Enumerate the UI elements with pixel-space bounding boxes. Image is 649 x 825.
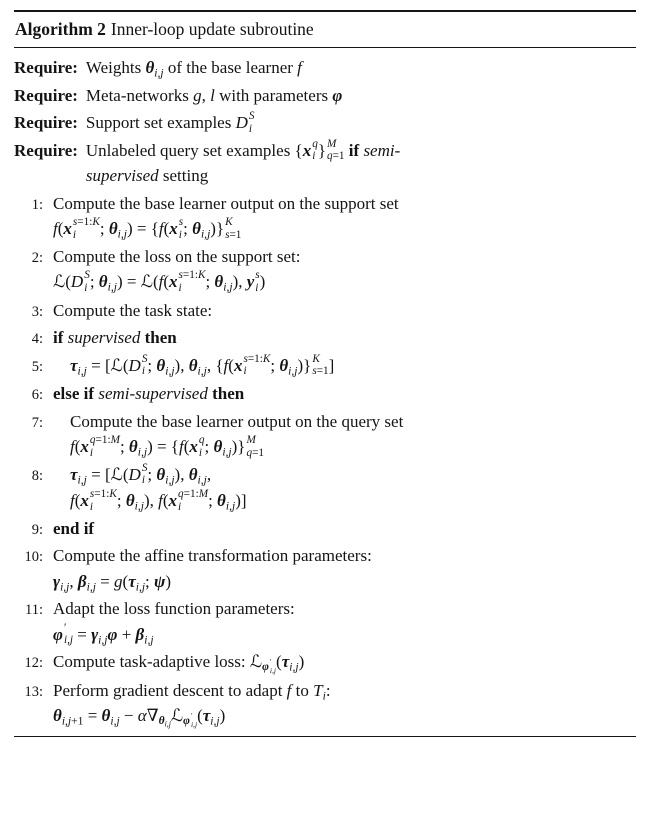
algorithm-label: Algorithm 2 [15, 19, 106, 39]
line-content: end if [53, 518, 95, 538]
algorithm-step [14, 649, 636, 676]
require-line [14, 83, 636, 109]
algorithm-caption [14, 12, 636, 47]
line-number: 3: [31, 303, 43, 320]
algorithm-step [14, 191, 636, 242]
algorithm-step [14, 543, 636, 594]
line-content: Compute task-adaptive loss: ℒ$_{\varphi ' i,j}$ $(\tau_{i,j})$ [53, 652, 305, 675]
require-line [14, 138, 636, 189]
algorithm-step [14, 381, 636, 407]
line-content: Meta-networks g, l with parameters φ [85, 85, 343, 105]
line-number: 7: [31, 414, 43, 431]
line-number: 11: [25, 602, 43, 618]
algorithm-step [14, 244, 636, 296]
require-keyword: Require: [14, 85, 78, 105]
line-content: Compute the affine transformation parameters: $\gamma_{i,j}$, $\beta_{i,j} = g(\tau_{i,j}$; ψ) [53, 546, 372, 593]
line-number: 12: [24, 655, 43, 671]
line-content: Compute the task state: [53, 300, 213, 320]
line-content: else if semi-supervised then [53, 384, 245, 403]
line-content: Compute the base learner output on the query set f(x q=1:M i ; $\theta_{i,j}) = \{f(x$ q i ; $\theta_{i,j}$)} M q=1 [70, 411, 404, 459]
algorithm-step [14, 298, 636, 324]
algorithm-step [14, 325, 636, 351]
line-number: 13: [24, 683, 43, 700]
line-number: 5: [31, 358, 43, 375]
line-content: Unlabeled query set examples {x q i } M q=1 if semi- supervised setting [85, 137, 401, 185]
algorithm-bottom-rule [14, 736, 636, 738]
algorithm-body [14, 55, 636, 730]
line-content: if supervised then [53, 328, 177, 347]
algorithm-step [14, 409, 636, 460]
line-number: 4: [31, 331, 43, 347]
line-content: Weights $\theta_{i,j}$ of the base learner f [85, 58, 302, 80]
algorithm-step [14, 516, 636, 542]
line-number: 6: [31, 387, 43, 403]
line-content: Support set examples D S i [85, 110, 255, 135]
line-content: Perform gradient descent to adapt f to $T_i$: $\theta_{i,j+1} = \theta_{i,j}$ − $\alpha\nabla_{\theta_{i,j}}ℒ_{\varphi ' i,j}$ $(\tau_{i,j})$ [53, 680, 331, 729]
line-content: $\tau_{i,j}$ = [ℒ(D S i ; $\theta_{i,j}$), $\theta_{i,j}$, {f(x s=1:K i ; $\theta_{i,j}$)} K s=1 ] [70, 352, 335, 378]
algorithm-step [14, 678, 636, 730]
line-number: 8: [31, 467, 43, 484]
require-line [14, 55, 636, 81]
line-number: 10: [24, 549, 43, 565]
line-content: $\tau_{i,j}$ = [ℒ(D S i ; $\theta_{i,j}$), $\theta_{i,j}$, f(x s=1:K i ; $\theta_{i,j}$), f(x q=1:M i ; $\theta_{i,j}$)] [70, 461, 247, 513]
line-content: Adapt the loss function parameters: φ ′ i,j = $\gamma_{i,j}\varphi + \beta_{i,j}$ [53, 599, 295, 647]
line-content: Compute the loss on the support set: ℒ(D S i ; $\theta_{i,j}$) = ℒ(f(x s=1:K i ; $\theta_{i,j}$), y s i ) [53, 246, 301, 294]
algorithm-title: Inner-loop update subroutine [110, 19, 314, 39]
require-keyword: Require: [14, 58, 78, 77]
algorithm-caption-rule [14, 47, 636, 49]
algorithm-step [14, 462, 636, 514]
require-line [14, 110, 636, 136]
algorithm-step [14, 353, 636, 380]
line-content: Compute the base learner output on the support set f(x s=1:K i ; $\theta_{i,j}) = \{f(x$ s i ; $\theta_{i,j}$)} K s=1 [53, 193, 399, 241]
line-number: 1: [31, 196, 43, 213]
line-number: 2: [31, 249, 43, 266]
algorithm-step [14, 596, 636, 647]
require-keyword: Require: [14, 140, 78, 160]
line-number: 9: [31, 521, 43, 538]
require-keyword: Require: [14, 113, 78, 132]
